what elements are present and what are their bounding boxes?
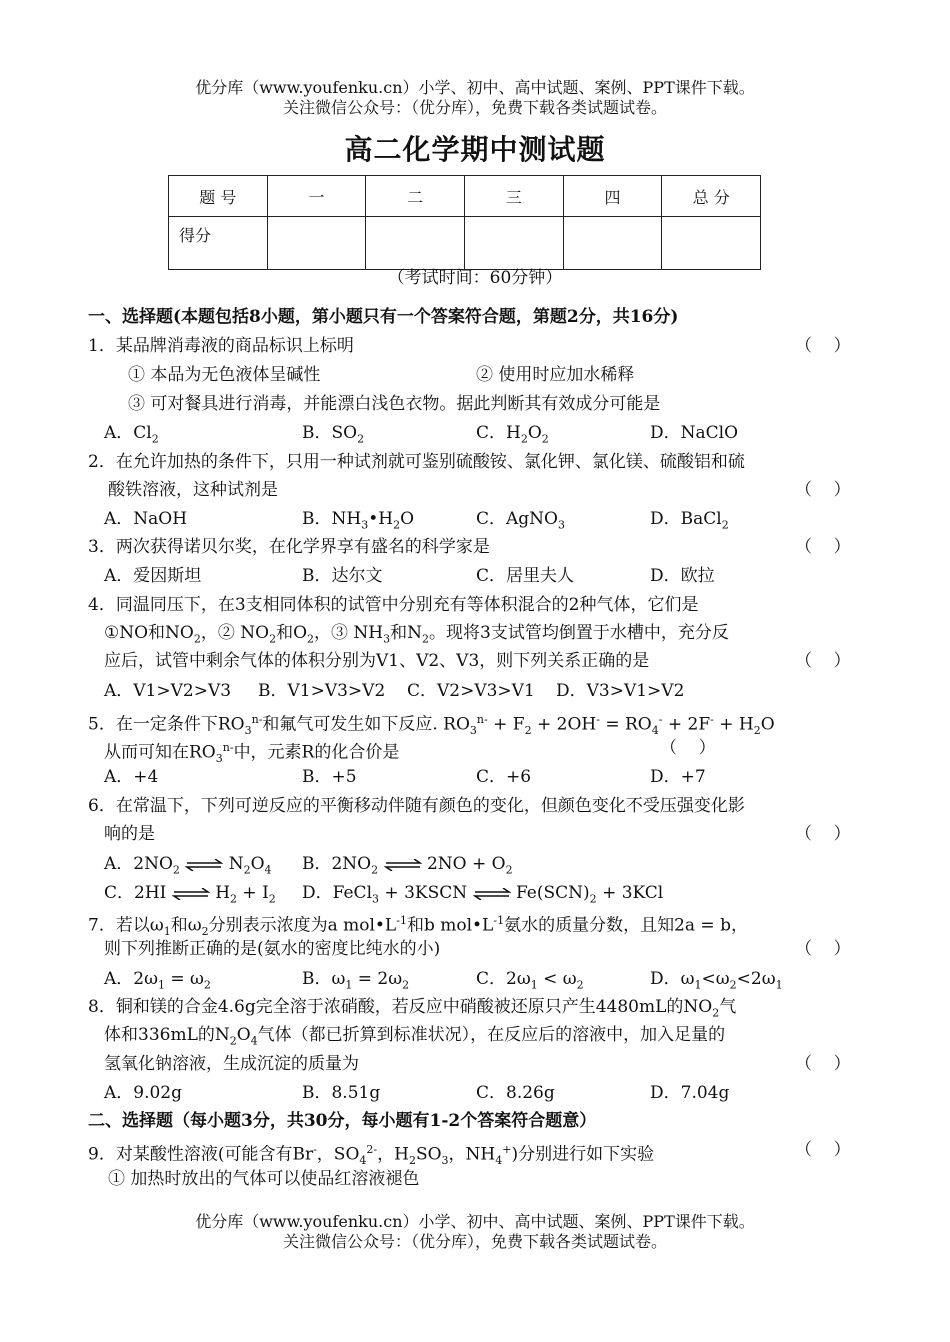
equilibrium-arrow-icon (384, 859, 422, 871)
q2-answer-paren[interactable]: （ ） (795, 480, 851, 500)
q3-option-d[interactable]: D．欧拉 (650, 566, 715, 586)
q7-answer-paren[interactable]: （ ） (795, 939, 851, 959)
q5-option-a[interactable]: A．+4 (104, 767, 159, 787)
q6-option-a[interactable]: A．$2NO_2$ $N_2O_4$ (104, 854, 272, 877)
q3-answer-paren[interactable]: （ ） (795, 537, 851, 557)
q5-stem-line2: 从而可知在$RO_3^{n-}$中，元素R的化合价是 (104, 741, 400, 766)
site-header-line1: 优分库（www.youfenku.cn）小学、初中、高中试题、案例、PPT课件下载。 (195, 78, 755, 97)
q1-answer-paren[interactable]: （ ） (795, 336, 851, 356)
q8-option-d[interactable]: D．7.04g (650, 1083, 730, 1103)
q7-option-d[interactable]: D．$\omega_1<\omega_2<2\omega_1$ (650, 969, 783, 992)
score-table-header-row (169, 176, 761, 217)
q1-stem: 1．某品牌消毒液的商品标识上标明 (88, 336, 354, 356)
q7-stem-line2: 则下列推断正确的是(氨水的密度比纯水的小) (104, 939, 441, 959)
q5-answer-paren[interactable]: （ ） (660, 738, 716, 758)
q8-option-c[interactable]: C．8.26g (476, 1083, 555, 1103)
score-cell-4[interactable] (563, 217, 662, 270)
q6-stem-line1: 6．在常温下，下列可逆反应的平衡移动伴随有颜色的变化，但颜色变化不受压强变化影 (88, 796, 745, 816)
score-cell-3[interactable] (465, 217, 564, 270)
equilibrium-arrow-icon (172, 888, 210, 900)
score-col-4: 四 (563, 176, 662, 217)
q2-stem-line1: 2．在允许加热的条件下，只用一种试剂就可鉴别硫酸铵、氯化钾、氯化镁、硫酸铝和硫 (88, 452, 745, 472)
q3-option-b[interactable]: B．达尔文 (302, 566, 383, 586)
q2-option-a[interactable]: A．NaOH (104, 509, 188, 529)
site-header-line2: 关注微信公众号：（优分库），免费下载各类试题试卷。 (282, 98, 667, 117)
q6-option-c[interactable]: C．2HI $H_2 + I_2$ (104, 883, 276, 906)
score-cell-2[interactable] (366, 217, 465, 270)
q9-answer-paren[interactable]: （ ） (795, 1140, 851, 1160)
q1-option-c[interactable]: C．$H_2O_2$ (476, 423, 549, 446)
q4-answer-paren[interactable]: （ ） (795, 651, 851, 671)
site-footer-line2: 关注微信公众号：（优分库），免费下载各类试题试卷。 (282, 1232, 667, 1251)
q4-stem-line1: 4．同温同压下，在3支相同体积的试管中分别充有等体积混合的2种气体，它们是 (88, 595, 699, 615)
q6-option-b[interactable]: B．$2NO_2$ $2NO + O_2$ (302, 854, 513, 877)
equilibrium-arrow-icon (473, 888, 511, 900)
q5-option-c[interactable]: C．+6 (476, 767, 532, 787)
q2-option-b[interactable]: B．$NH_3•H_2O$ (302, 509, 414, 532)
q8-answer-paren[interactable]: （ ） (795, 1054, 851, 1074)
q1-clue-3: ③ 可对餐具进行消毒，并能漂白浅色衣物。据此判断其有效成分可能是 (128, 394, 661, 414)
q9-clue-1: ① 加热时放出的气体可以使品红溶液褪色 (108, 1169, 420, 1189)
q8-option-a[interactable]: A．9.02g (104, 1083, 183, 1103)
q4-stem-line2: ①NO和$NO_2$，② $NO_2$和$O_2$，③ $NH_3$和$N_2$。现将3支试管均倒置于水槽中，充分反 (104, 623, 729, 646)
score-col-3: 三 (465, 176, 564, 217)
q3-option-a[interactable]: A．爱因斯坦 (104, 566, 202, 586)
page-title: 高二化学期中测试题 (344, 133, 606, 166)
section2-heading: 二、选择题（每小题3分，共30分，每小题有1-2个答案符合题意） (88, 1111, 597, 1131)
q8-stem-line3: 氢氧化钠溶液，生成沉淀的质量为 (104, 1054, 359, 1074)
score-col-1: 一 (267, 176, 366, 217)
score-col-2: 二 (366, 176, 465, 217)
q8-stem-line1: 8．铜和镁的合金4.6g完全溶于浓硝酸，若反应中硝酸被还原只产生4480mL的$NO_2$气 (88, 997, 737, 1020)
q4-option-d[interactable]: D．V3>V1>V2 (556, 681, 685, 701)
q9-stem: 9．对某酸性溶液(可能含有Br-，$SO_4^{2-}$，$H_2SO_3$，$NH_4^+$)分别进行如下实验 (88, 1143, 655, 1168)
q1-clue-2: ② 使用时应加水稀释 (476, 365, 635, 385)
q8-option-b[interactable]: B．8.51g (302, 1083, 381, 1103)
q4-option-c[interactable]: C．V2>V3>V1 (407, 681, 535, 701)
q7-stem-line1: 7．若以$\omega_1$和$\omega_2$分别表示浓度为a $mol•L^{-1}$和b $mol•L^{-1}$氨水的质量分数，且知2a = b， (88, 914, 748, 939)
q1-clue-1: ① 本品为无色液体呈碱性 (128, 365, 321, 385)
score-cell-1[interactable] (267, 217, 366, 270)
q5-stem-line1: 5．在一定条件下$RO_3^{n-}$和氟气可发生如下反应. $RO_3^{n-} + F_2 + 2OH^- = RO_4^- + 2F^- + H_2O$ (88, 713, 775, 738)
q2-option-c[interactable]: C．AgNO$_3$ (476, 509, 565, 532)
q4-stem-line3: 应后，试管中剩余气体的体积分别为V1、V2、V3，则下列关系正确的是 (104, 651, 650, 671)
q5-option-b[interactable]: B．+5 (302, 767, 357, 787)
score-row-label: 得分 (169, 217, 268, 270)
q7-option-c[interactable]: C．$2\omega_1 < \omega_2$ (476, 969, 584, 992)
score-table (168, 175, 761, 270)
q7-option-b[interactable]: B．$\omega_1 = 2\omega_2$ (302, 969, 410, 992)
q3-option-c[interactable]: C．居里夫人 (476, 566, 575, 586)
q6-option-d[interactable]: D．FeCl$_3$ + 3KSCN $Fe(SCN)_2 + 3KCl$ (302, 883, 664, 906)
q1-option-d[interactable]: D．NaClO (650, 423, 739, 443)
q2-stem-line2: 酸铁溶液，这种试剂是 (108, 480, 278, 500)
q3-stem: 3．两次获得诺贝尔奖，在化学界享有盛名的科学家是 (88, 537, 490, 557)
q7-option-a[interactable]: A．$2\omega_1 = \omega_2$ (104, 969, 211, 992)
q4-option-a[interactable]: A．V1>V2>V3 (104, 681, 232, 701)
score-table-score-row (169, 217, 761, 270)
q6-stem-line2: 响的是 (104, 824, 155, 844)
q4-option-b[interactable]: B．V1>V3>V2 (258, 681, 386, 701)
q2-option-d[interactable]: D．BaCl$_2$ (650, 509, 729, 532)
q5-option-d[interactable]: D．+7 (650, 767, 706, 787)
score-col-total: 总 分 (662, 176, 761, 217)
site-footer-line1: 优分库（www.youfenku.cn）小学、初中、高中试题、案例、PPT课件下载。 (195, 1212, 755, 1231)
q6-answer-paren[interactable]: （ ） (795, 824, 851, 844)
q1-option-a[interactable]: A．$Cl_2$ (104, 423, 159, 446)
q8-stem-line2: 体和336mL的$N_2O_4$气体（都已折算到标准状况），在反应后的溶液中，加入足量的 (104, 1025, 726, 1048)
q1-option-b[interactable]: B．$SO_2$ (302, 423, 365, 446)
exam-time: （考试时间：60分钟） (387, 268, 563, 288)
score-col-label: 题 号 (169, 176, 268, 217)
section1-heading: 一、选择题(本题包括8小题，第小题只有一个答案符合题，第题2分，共16分) (88, 307, 679, 327)
equilibrium-arrow-icon (185, 859, 223, 871)
score-cell-total[interactable] (662, 217, 761, 270)
